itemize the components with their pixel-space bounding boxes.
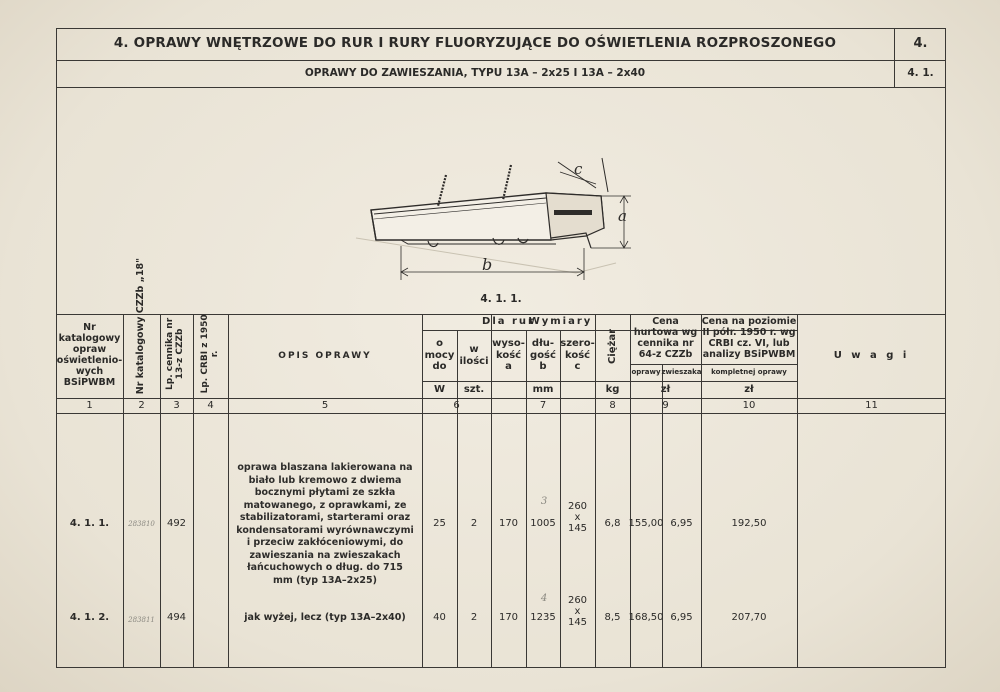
col-number-1: 1 xyxy=(86,399,93,411)
row-szerokosc-top: 260 xyxy=(567,501,588,513)
header-ciezar: Ciężar xyxy=(607,328,618,365)
row-szerokosc-x: x xyxy=(574,512,581,524)
col-number-5: 5 xyxy=(321,399,329,411)
fixture-illustration xyxy=(56,88,946,314)
row-cena-oprawy: 168,50 xyxy=(628,612,664,624)
row-cena-kompletnej: 192,50 xyxy=(731,518,767,530)
header-dlugosc: dłu- gość b xyxy=(530,338,556,373)
row-wysokosc: 170 xyxy=(498,612,519,624)
unit-zl-hurtowa: zł xyxy=(660,383,671,395)
fixture-drawing xyxy=(56,88,946,314)
header-cena-zwieszaka: zwieszaka xyxy=(661,368,702,377)
unit-w: W xyxy=(433,383,446,395)
row-catalog-number: 4. 1. 2. xyxy=(69,612,110,624)
row-szerokosc-x: x xyxy=(574,606,581,618)
unit-kg: kg xyxy=(605,383,620,395)
dimension-c-label: c xyxy=(574,160,583,178)
row-cena-kompletnej: 207,70 xyxy=(731,612,767,624)
row-ciezar: 8,5 xyxy=(604,612,621,624)
unit-mm: mm xyxy=(532,383,554,395)
header-wymiary: Wymiary xyxy=(528,316,593,328)
col-number-6: 6 xyxy=(453,399,460,411)
col-number-4: 4 xyxy=(207,399,214,411)
row-czzb-handwritten: 283811 xyxy=(128,615,155,624)
row-szerokosc-bottom: 145 xyxy=(567,523,588,535)
col-number-10: 10 xyxy=(742,399,756,411)
header-szerokosc: szero- kość c xyxy=(560,338,595,373)
section-title: 4. OPRAWY WNĘTRZOWE DO RUR I RURY FLUORYZUJĄCE DO OŚWIETLENIA ROZPROSZONEGO xyxy=(113,35,837,51)
row-ilosc: 2 xyxy=(470,518,478,530)
col-number-2: 2 xyxy=(138,399,145,411)
unit-szt: szt. xyxy=(463,383,485,395)
header-lp-crbi: Lp. CRBI z 1950 r. xyxy=(200,314,220,394)
row-szerokosc-top: 260 xyxy=(567,595,588,607)
dimension-b-label: b xyxy=(482,255,493,274)
header-wysokosc: wyso- kość a xyxy=(492,338,525,373)
header-uwagi: U w a g i xyxy=(833,350,910,362)
section-number: 4. xyxy=(894,28,946,60)
header-w-ilosci: w ilości xyxy=(459,344,489,367)
row-wysokosc: 170 xyxy=(498,518,519,530)
row-dlugosc: 1005 xyxy=(530,518,556,530)
row-moc: 40 xyxy=(433,612,446,624)
header-czzb: Nr katalogowy CZZb „18" xyxy=(134,257,146,395)
row-dlugosc-note: 3 xyxy=(540,496,548,508)
header-cena-oprawy: oprawy xyxy=(631,368,661,377)
row-ilosc: 2 xyxy=(470,612,478,624)
catalog-table xyxy=(56,257,946,668)
row-szerokosc-bottom: 145 xyxy=(567,617,588,629)
header-dla-rur: Dla rur xyxy=(482,316,535,328)
subsection-number: 4. 1. xyxy=(894,61,946,87)
col-number-8: 8 xyxy=(609,399,616,411)
dimension-a-label: a xyxy=(618,207,627,225)
col-number-3: 3 xyxy=(173,399,180,411)
header-o-mocy: o mocy do xyxy=(424,338,455,373)
row-lp-cennika: 494 xyxy=(166,612,187,624)
subtitle-row xyxy=(56,61,946,88)
header-lp-cennika: Lp. cennika nr 13-z CZZb xyxy=(165,317,185,390)
row-moc: 25 xyxy=(433,518,446,530)
row-description: oprawa blaszana lakierowana na biało lub kremowo z dwiema bocznymi płytami ze szkła matowanego, z oprawkami, ze stabilizatorami, starterami oraz kondensatorami wyrównawczymi i przeciw zakłóceniowymi, do zawieszania na zwieszakach łańcuchowych o dług. do 715 mm (typ 13A–2x25) xyxy=(236,462,414,586)
header-cena-hurtowa: Cena hurtowa wg cennika nr 64-z CZZb xyxy=(633,316,698,360)
title-row xyxy=(56,28,946,61)
header-cena-poziom: Cena na poziomie II półr. 1950 r. wg CRBI cz. VI, lub analizy BSiPWBM xyxy=(701,316,797,360)
header-opis-oprawy: OPIS OPRAWY xyxy=(278,350,372,361)
col-number-11: 11 xyxy=(865,399,878,411)
row-ciezar: 6,8 xyxy=(604,518,621,530)
col-number-7: 7 xyxy=(539,399,547,411)
header-nr-katalogowy: Nr katalogowy opraw oświetlenio- wych BSiPWBM xyxy=(56,322,123,388)
row-cena-oprawy: 155,00 xyxy=(628,518,664,530)
row-lp-cennika: 492 xyxy=(166,518,187,530)
row-cena-zwieszaka: 6,95 xyxy=(670,612,693,624)
unit-zl-kompletnej: zł xyxy=(744,383,754,395)
row-description: jak wyżej, lecz (typ 13A–2x40) xyxy=(244,611,406,623)
row-czzb-handwritten: 283810 xyxy=(128,519,155,528)
row-dlugosc: 1235 xyxy=(530,612,556,624)
header-kompletnej-oprawy: kompletnej oprawy xyxy=(711,368,787,377)
figure-caption: 4. 1. 1. xyxy=(480,293,522,305)
row-cena-zwieszaka: 6,95 xyxy=(670,518,693,530)
col-number-9: 9 xyxy=(662,399,669,411)
row-catalog-number: 4. 1. 1. xyxy=(69,518,110,530)
row-dlugosc-note: 4 xyxy=(540,593,548,605)
section-subtitle: OPRAWY DO ZAWIESZANIA, TYPU 13A – 2x25 I 13A – 2x40 xyxy=(304,67,646,79)
